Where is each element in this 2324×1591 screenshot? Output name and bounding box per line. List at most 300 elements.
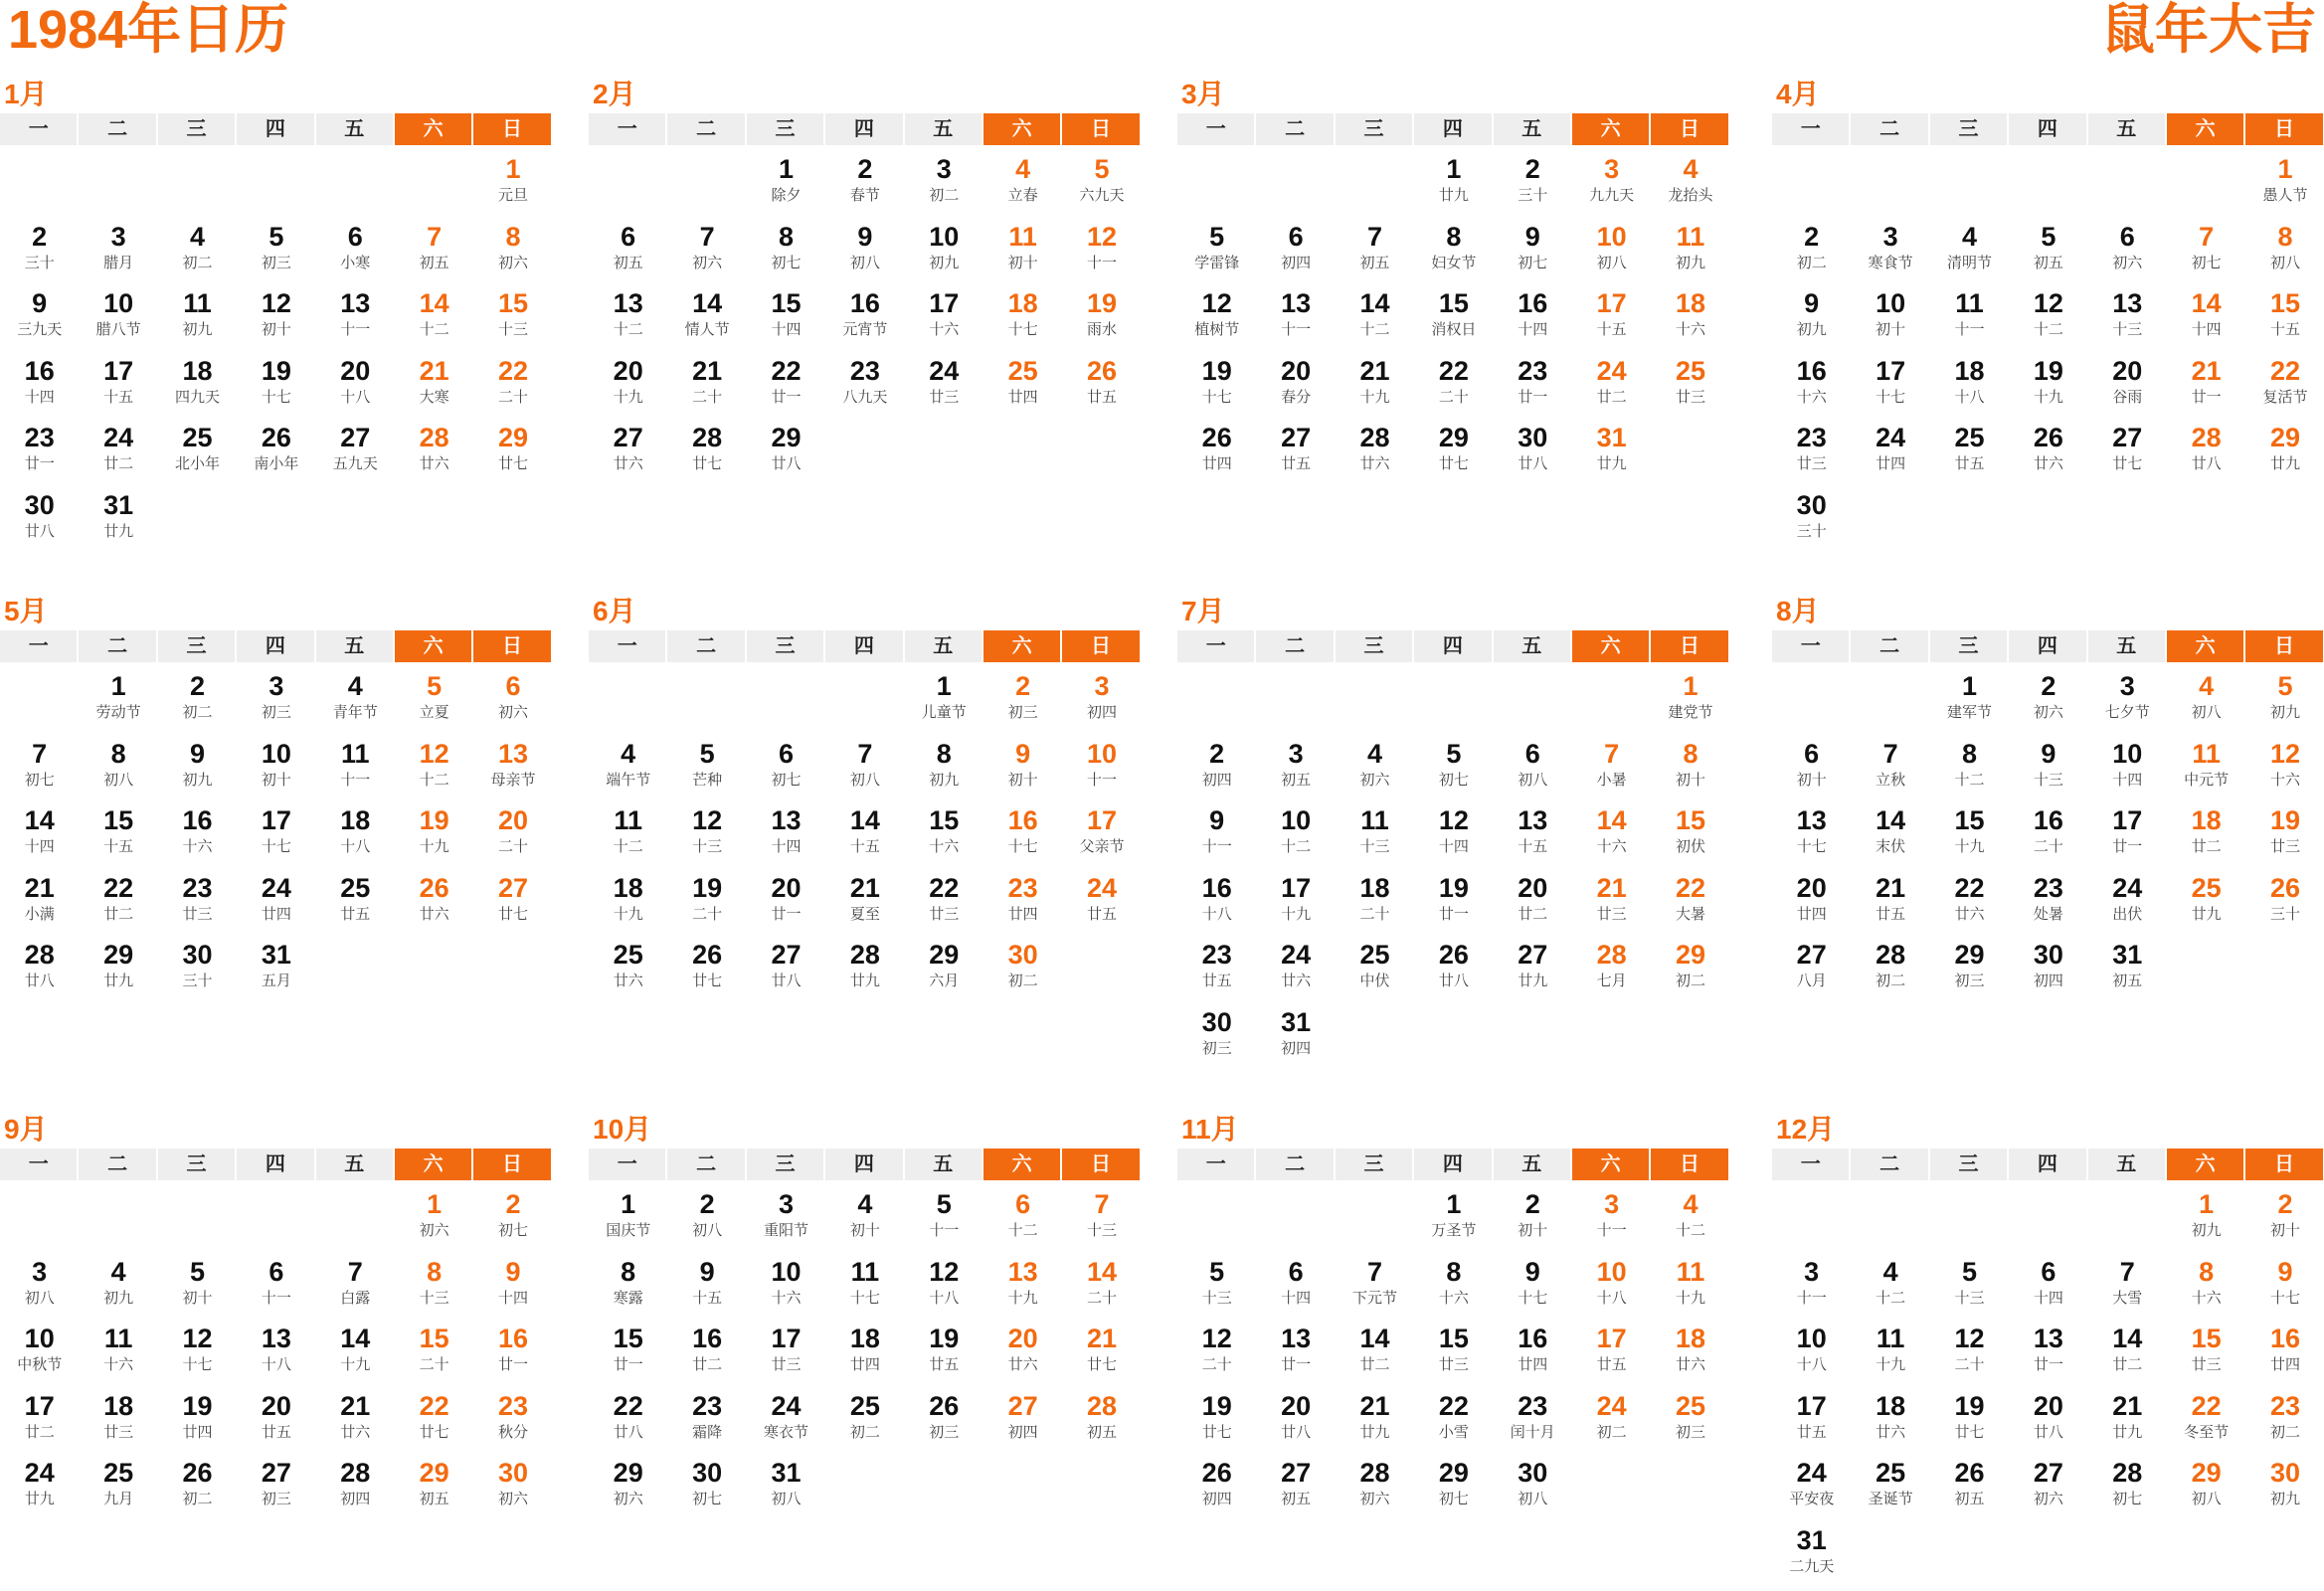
day-cell[interactable]: [237, 1390, 315, 1458]
day-cell[interactable]: [589, 1256, 667, 1324]
day-cell[interactable]: [1772, 1256, 1851, 1324]
day-cell[interactable]: [79, 221, 157, 288]
day-cell[interactable]: [1494, 287, 1572, 355]
day-cell[interactable]: [395, 804, 473, 872]
day-cell[interactable]: [667, 221, 746, 288]
day-cell[interactable]: [1651, 1390, 1729, 1458]
day-cell[interactable]: [0, 872, 79, 940]
day-cell[interactable]: [825, 1390, 904, 1458]
day-cell[interactable]: [2167, 1390, 2245, 1458]
day-cell[interactable]: [1062, 1390, 1141, 1458]
day-cell[interactable]: [747, 804, 825, 872]
day-cell[interactable]: [2088, 1323, 2167, 1390]
day-cell[interactable]: [158, 738, 237, 805]
day-cell[interactable]: [825, 221, 904, 288]
day-cell[interactable]: [158, 1323, 237, 1390]
day-cell[interactable]: [1414, 287, 1493, 355]
day-cell[interactable]: [1177, 1457, 1256, 1524]
day-cell[interactable]: [1062, 804, 1141, 872]
day-cell[interactable]: [237, 221, 315, 288]
day-cell[interactable]: [589, 1188, 667, 1256]
day-cell[interactable]: [1851, 738, 1929, 805]
day-cell[interactable]: [983, 1390, 1062, 1458]
day-cell[interactable]: [158, 1457, 237, 1524]
day-cell[interactable]: [1651, 939, 1729, 1006]
day-cell[interactable]: [1930, 804, 2009, 872]
day-cell[interactable]: [1177, 287, 1256, 355]
day-cell[interactable]: [905, 804, 983, 872]
day-cell[interactable]: [473, 153, 552, 221]
day-cell[interactable]: [2088, 872, 2167, 940]
day-cell[interactable]: [1494, 1457, 1572, 1524]
day-cell[interactable]: [747, 872, 825, 940]
day-cell[interactable]: [1772, 939, 1851, 1006]
day-cell[interactable]: [2088, 1256, 2167, 1324]
day-cell[interactable]: [2088, 221, 2167, 288]
day-cell[interactable]: [395, 670, 473, 738]
day-cell[interactable]: [2167, 221, 2245, 288]
day-cell[interactable]: [2009, 1323, 2087, 1390]
day-cell[interactable]: [2167, 422, 2245, 489]
day-cell[interactable]: [1494, 1323, 1572, 1390]
day-cell[interactable]: [1177, 1256, 1256, 1324]
day-cell[interactable]: [237, 355, 315, 423]
day-cell[interactable]: [79, 872, 157, 940]
day-cell[interactable]: [1062, 287, 1141, 355]
day-cell[interactable]: [589, 804, 667, 872]
day-cell[interactable]: [1494, 1188, 1572, 1256]
day-cell[interactable]: [2245, 738, 2324, 805]
day-cell[interactable]: [237, 738, 315, 805]
day-cell[interactable]: [316, 422, 395, 489]
day-cell[interactable]: [158, 1390, 237, 1458]
day-cell[interactable]: [589, 355, 667, 423]
day-cell[interactable]: [1572, 355, 1651, 423]
day-cell[interactable]: [1062, 221, 1141, 288]
day-cell[interactable]: [1651, 287, 1729, 355]
day-cell[interactable]: [158, 287, 237, 355]
day-cell[interactable]: [1494, 1390, 1572, 1458]
day-cell[interactable]: [2245, 1323, 2324, 1390]
day-cell[interactable]: [79, 1323, 157, 1390]
day-cell[interactable]: [1651, 1256, 1729, 1324]
day-cell[interactable]: [2009, 804, 2087, 872]
day-cell[interactable]: [1930, 221, 2009, 288]
day-cell[interactable]: [589, 1390, 667, 1458]
day-cell[interactable]: [2167, 872, 2245, 940]
day-cell[interactable]: [2245, 670, 2324, 738]
day-cell[interactable]: [1177, 221, 1256, 288]
day-cell[interactable]: [905, 872, 983, 940]
day-cell[interactable]: [2009, 1256, 2087, 1324]
day-cell[interactable]: [1177, 1323, 1256, 1390]
day-cell[interactable]: [473, 287, 552, 355]
day-cell[interactable]: [473, 1457, 552, 1524]
day-cell[interactable]: [79, 1256, 157, 1324]
day-cell[interactable]: [1851, 287, 1929, 355]
day-cell[interactable]: [316, 872, 395, 940]
day-cell[interactable]: [1930, 939, 2009, 1006]
day-cell[interactable]: [1336, 355, 1414, 423]
day-cell[interactable]: [2167, 1256, 2245, 1324]
day-cell[interactable]: [2167, 1188, 2245, 1256]
day-cell[interactable]: [1572, 1256, 1651, 1324]
day-cell[interactable]: [2088, 670, 2167, 738]
day-cell[interactable]: [1494, 872, 1572, 940]
day-cell[interactable]: [2245, 1390, 2324, 1458]
day-cell[interactable]: [983, 939, 1062, 1006]
day-cell[interactable]: [1772, 1457, 1851, 1524]
day-cell[interactable]: [747, 738, 825, 805]
day-cell[interactable]: [1062, 355, 1141, 423]
day-cell[interactable]: [1572, 221, 1651, 288]
day-cell[interactable]: [1177, 422, 1256, 489]
day-cell[interactable]: [1256, 1006, 1335, 1074]
day-cell[interactable]: [1414, 1188, 1493, 1256]
day-cell[interactable]: [316, 221, 395, 288]
day-cell[interactable]: [2167, 355, 2245, 423]
day-cell[interactable]: [473, 1256, 552, 1324]
day-cell[interactable]: [2245, 153, 2324, 221]
day-cell[interactable]: [589, 287, 667, 355]
day-cell[interactable]: [1851, 1457, 1929, 1524]
day-cell[interactable]: [1256, 355, 1335, 423]
day-cell[interactable]: [1572, 738, 1651, 805]
day-cell[interactable]: [1930, 422, 2009, 489]
day-cell[interactable]: [1851, 422, 1929, 489]
day-cell[interactable]: [237, 872, 315, 940]
day-cell[interactable]: [1256, 422, 1335, 489]
day-cell[interactable]: [1851, 804, 1929, 872]
day-cell[interactable]: [589, 1457, 667, 1524]
day-cell[interactable]: [473, 738, 552, 805]
day-cell[interactable]: [589, 221, 667, 288]
day-cell[interactable]: [1494, 738, 1572, 805]
day-cell[interactable]: [316, 804, 395, 872]
day-cell[interactable]: [1177, 355, 1256, 423]
day-cell[interactable]: [1651, 1323, 1729, 1390]
day-cell[interactable]: [747, 422, 825, 489]
day-cell[interactable]: [0, 489, 79, 557]
day-cell[interactable]: [2245, 422, 2324, 489]
day-cell[interactable]: [2088, 939, 2167, 1006]
day-cell[interactable]: [1414, 1323, 1493, 1390]
day-cell[interactable]: [1772, 287, 1851, 355]
day-cell[interactable]: [667, 1390, 746, 1458]
day-cell[interactable]: [316, 1457, 395, 1524]
day-cell[interactable]: [316, 355, 395, 423]
day-cell[interactable]: [1651, 670, 1729, 738]
day-cell[interactable]: [1494, 1256, 1572, 1324]
day-cell[interactable]: [667, 738, 746, 805]
day-cell[interactable]: [983, 1323, 1062, 1390]
day-cell[interactable]: [395, 738, 473, 805]
day-cell[interactable]: [1414, 804, 1493, 872]
day-cell[interactable]: [1062, 1323, 1141, 1390]
day-cell[interactable]: [1414, 1390, 1493, 1458]
day-cell[interactable]: [1336, 422, 1414, 489]
day-cell[interactable]: [667, 1256, 746, 1324]
day-cell[interactable]: [1256, 287, 1335, 355]
day-cell[interactable]: [2167, 670, 2245, 738]
day-cell[interactable]: [2167, 738, 2245, 805]
day-cell[interactable]: [0, 422, 79, 489]
day-cell[interactable]: [983, 153, 1062, 221]
day-cell[interactable]: [1651, 738, 1729, 805]
day-cell[interactable]: [1256, 738, 1335, 805]
day-cell[interactable]: [983, 804, 1062, 872]
day-cell[interactable]: [825, 1256, 904, 1324]
day-cell[interactable]: [2245, 804, 2324, 872]
day-cell[interactable]: [237, 670, 315, 738]
day-cell[interactable]: [1494, 355, 1572, 423]
day-cell[interactable]: [2009, 939, 2087, 1006]
day-cell[interactable]: [825, 355, 904, 423]
day-cell[interactable]: [1414, 1457, 1493, 1524]
day-cell[interactable]: [1651, 872, 1729, 940]
day-cell[interactable]: [1930, 872, 2009, 940]
day-cell[interactable]: [1851, 1323, 1929, 1390]
day-cell[interactable]: [1336, 1390, 1414, 1458]
day-cell[interactable]: [747, 1256, 825, 1324]
day-cell[interactable]: [237, 287, 315, 355]
day-cell[interactable]: [316, 1390, 395, 1458]
day-cell[interactable]: [1414, 939, 1493, 1006]
day-cell[interactable]: [1851, 1256, 1929, 1324]
day-cell[interactable]: [1772, 1390, 1851, 1458]
day-cell[interactable]: [1651, 1188, 1729, 1256]
day-cell[interactable]: [983, 221, 1062, 288]
day-cell[interactable]: [158, 670, 237, 738]
day-cell[interactable]: [1772, 1323, 1851, 1390]
day-cell[interactable]: [2245, 355, 2324, 423]
day-cell[interactable]: [2009, 221, 2087, 288]
day-cell[interactable]: [983, 670, 1062, 738]
day-cell[interactable]: [2009, 422, 2087, 489]
day-cell[interactable]: [1336, 872, 1414, 940]
day-cell[interactable]: [473, 1390, 552, 1458]
day-cell[interactable]: [667, 939, 746, 1006]
day-cell[interactable]: [1572, 422, 1651, 489]
day-cell[interactable]: [79, 1390, 157, 1458]
day-cell[interactable]: [237, 1323, 315, 1390]
day-cell[interactable]: [1930, 1457, 2009, 1524]
day-cell[interactable]: [0, 355, 79, 423]
day-cell[interactable]: [0, 804, 79, 872]
day-cell[interactable]: [1336, 939, 1414, 1006]
day-cell[interactable]: [2167, 1457, 2245, 1524]
day-cell[interactable]: [747, 221, 825, 288]
day-cell[interactable]: [2009, 355, 2087, 423]
day-cell[interactable]: [316, 670, 395, 738]
day-cell[interactable]: [905, 738, 983, 805]
day-cell[interactable]: [1851, 221, 1929, 288]
day-cell[interactable]: [1336, 1323, 1414, 1390]
day-cell[interactable]: [237, 804, 315, 872]
day-cell[interactable]: [316, 738, 395, 805]
day-cell[interactable]: [1772, 355, 1851, 423]
day-cell[interactable]: [2088, 804, 2167, 872]
day-cell[interactable]: [2088, 1457, 2167, 1524]
day-cell[interactable]: [667, 804, 746, 872]
day-cell[interactable]: [905, 1188, 983, 1256]
day-cell[interactable]: [825, 939, 904, 1006]
day-cell[interactable]: [905, 221, 983, 288]
day-cell[interactable]: [158, 872, 237, 940]
day-cell[interactable]: [983, 287, 1062, 355]
day-cell[interactable]: [0, 221, 79, 288]
day-cell[interactable]: [747, 287, 825, 355]
day-cell[interactable]: [1930, 1390, 2009, 1458]
day-cell[interactable]: [316, 287, 395, 355]
day-cell[interactable]: [1336, 287, 1414, 355]
day-cell[interactable]: [1494, 221, 1572, 288]
day-cell[interactable]: [905, 939, 983, 1006]
day-cell[interactable]: [395, 422, 473, 489]
day-cell[interactable]: [747, 939, 825, 1006]
day-cell[interactable]: [1572, 287, 1651, 355]
day-cell[interactable]: [1256, 221, 1335, 288]
day-cell[interactable]: [473, 872, 552, 940]
day-cell[interactable]: [825, 287, 904, 355]
day-cell[interactable]: [1930, 287, 2009, 355]
day-cell[interactable]: [0, 287, 79, 355]
day-cell[interactable]: [905, 287, 983, 355]
day-cell[interactable]: [1256, 1323, 1335, 1390]
day-cell[interactable]: [747, 153, 825, 221]
day-cell[interactable]: [1336, 1256, 1414, 1324]
day-cell[interactable]: [2088, 738, 2167, 805]
day-cell[interactable]: [2245, 1457, 2324, 1524]
day-cell[interactable]: [747, 1323, 825, 1390]
day-cell[interactable]: [79, 804, 157, 872]
day-cell[interactable]: [2088, 287, 2167, 355]
day-cell[interactable]: [237, 1256, 315, 1324]
day-cell[interactable]: [79, 355, 157, 423]
day-cell[interactable]: [1062, 872, 1141, 940]
day-cell[interactable]: [473, 221, 552, 288]
day-cell[interactable]: [1572, 872, 1651, 940]
day-cell[interactable]: [747, 1188, 825, 1256]
day-cell[interactable]: [589, 939, 667, 1006]
day-cell[interactable]: [747, 1390, 825, 1458]
day-cell[interactable]: [395, 1390, 473, 1458]
day-cell[interactable]: [1494, 939, 1572, 1006]
day-cell[interactable]: [79, 670, 157, 738]
day-cell[interactable]: [1336, 804, 1414, 872]
day-cell[interactable]: [395, 1457, 473, 1524]
day-cell[interactable]: [667, 287, 746, 355]
day-cell[interactable]: [1414, 422, 1493, 489]
day-cell[interactable]: [1851, 939, 1929, 1006]
day-cell[interactable]: [395, 287, 473, 355]
day-cell[interactable]: [237, 422, 315, 489]
day-cell[interactable]: [158, 422, 237, 489]
day-cell[interactable]: [905, 355, 983, 423]
day-cell[interactable]: [667, 355, 746, 423]
day-cell[interactable]: [1177, 1006, 1256, 1074]
day-cell[interactable]: [1572, 939, 1651, 1006]
day-cell[interactable]: [316, 1256, 395, 1324]
day-cell[interactable]: [1572, 804, 1651, 872]
day-cell[interactable]: [1772, 804, 1851, 872]
day-cell[interactable]: [2167, 804, 2245, 872]
day-cell[interactable]: [0, 1390, 79, 1458]
day-cell[interactable]: [0, 738, 79, 805]
day-cell[interactable]: [1651, 804, 1729, 872]
day-cell[interactable]: [473, 1188, 552, 1256]
day-cell[interactable]: [983, 1256, 1062, 1324]
day-cell[interactable]: [747, 1457, 825, 1524]
day-cell[interactable]: [395, 1256, 473, 1324]
day-cell[interactable]: [2088, 1390, 2167, 1458]
day-cell[interactable]: [1851, 872, 1929, 940]
day-cell[interactable]: [825, 804, 904, 872]
day-cell[interactable]: [2245, 1188, 2324, 1256]
day-cell[interactable]: [1177, 939, 1256, 1006]
day-cell[interactable]: [395, 1323, 473, 1390]
day-cell[interactable]: [1772, 221, 1851, 288]
day-cell[interactable]: [1336, 221, 1414, 288]
day-cell[interactable]: [1256, 1256, 1335, 1324]
day-cell[interactable]: [395, 355, 473, 423]
day-cell[interactable]: [158, 939, 237, 1006]
day-cell[interactable]: [0, 1323, 79, 1390]
day-cell[interactable]: [79, 287, 157, 355]
day-cell[interactable]: [667, 422, 746, 489]
day-cell[interactable]: [158, 804, 237, 872]
day-cell[interactable]: [1772, 1524, 1851, 1591]
day-cell[interactable]: [983, 872, 1062, 940]
day-cell[interactable]: [237, 939, 315, 1006]
day-cell[interactable]: [905, 1390, 983, 1458]
day-cell[interactable]: [1930, 738, 2009, 805]
day-cell[interactable]: [473, 1323, 552, 1390]
day-cell[interactable]: [1336, 1457, 1414, 1524]
day-cell[interactable]: [316, 1323, 395, 1390]
day-cell[interactable]: [1062, 738, 1141, 805]
day-cell[interactable]: [1772, 422, 1851, 489]
day-cell[interactable]: [1651, 355, 1729, 423]
day-cell[interactable]: [473, 422, 552, 489]
day-cell[interactable]: [2009, 738, 2087, 805]
day-cell[interactable]: [825, 1188, 904, 1256]
day-cell[interactable]: [1572, 1323, 1651, 1390]
day-cell[interactable]: [1256, 804, 1335, 872]
day-cell[interactable]: [1572, 1188, 1651, 1256]
day-cell[interactable]: [825, 738, 904, 805]
day-cell[interactable]: [1414, 153, 1493, 221]
day-cell[interactable]: [905, 670, 983, 738]
day-cell[interactable]: [1930, 670, 2009, 738]
day-cell[interactable]: [983, 355, 1062, 423]
day-cell[interactable]: [1256, 872, 1335, 940]
day-cell[interactable]: [2167, 287, 2245, 355]
day-cell[interactable]: [1177, 738, 1256, 805]
day-cell[interactable]: [1062, 153, 1141, 221]
day-cell[interactable]: [1336, 738, 1414, 805]
day-cell[interactable]: [158, 221, 237, 288]
day-cell[interactable]: [1930, 1323, 2009, 1390]
day-cell[interactable]: [158, 355, 237, 423]
day-cell[interactable]: [1256, 939, 1335, 1006]
day-cell[interactable]: [667, 1457, 746, 1524]
day-cell[interactable]: [589, 872, 667, 940]
day-cell[interactable]: [158, 1256, 237, 1324]
day-cell[interactable]: [1651, 221, 1729, 288]
day-cell[interactable]: [1062, 670, 1141, 738]
day-cell[interactable]: [747, 355, 825, 423]
